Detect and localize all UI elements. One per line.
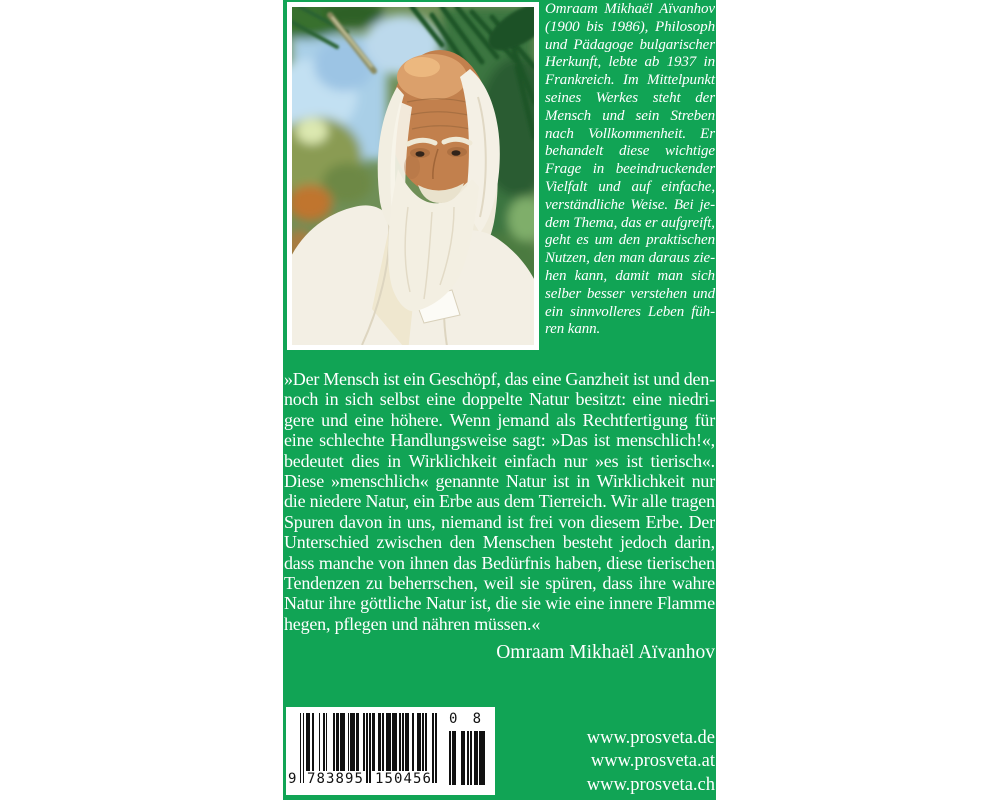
- barcode-addon-number: 0 8: [449, 711, 481, 727]
- barcode-bar: [358, 713, 359, 771]
- barcode-bar: [309, 713, 310, 771]
- text-line: Frage in beeindruckender: [545, 161, 715, 178]
- text-line: dass manche von ihnen das Bedürfnis haben, diese tierischen: [284, 552, 715, 573]
- barcode-bar: [326, 713, 327, 771]
- barcode-digit-group2: 1 5 0 4 5 6: [375, 771, 431, 787]
- barcode-bar: [408, 713, 409, 771]
- barcode-bar: [363, 713, 364, 771]
- quote-text: [284, 369, 715, 634]
- barcode-bar: [399, 713, 400, 771]
- barcode-bar: [353, 713, 354, 771]
- bio-text: [545, 1, 715, 339]
- text-line: »Der Mensch ist ein Geschöpf, das eine Ganzheit ist und den-: [284, 369, 715, 389]
- ean-barcode: [286, 707, 495, 795]
- barcode-bar: [373, 713, 374, 771]
- barcode-bar: [476, 731, 478, 785]
- text-line: seines Werkes steht der: [545, 89, 715, 106]
- text-line: verständliche Weise. Bei je-: [545, 196, 715, 213]
- portrait-photo: [292, 7, 534, 345]
- barcode-bar: [463, 731, 465, 785]
- text-line: geht es um den praktischen: [545, 232, 715, 249]
- text-line: Omraam Mikhaël Aïvanhov: [545, 1, 715, 17]
- barcode-bar: [333, 713, 334, 771]
- text-line: eine schlechte Handlungsweise sagt: »Das ist menschlich!«,: [284, 430, 715, 451]
- barcode-bar: [467, 731, 469, 785]
- text-line: Tendenzen zu beherrschen, weil sie spüren, dass ihre wahre: [284, 572, 715, 593]
- text-line: noch in sich selbst eine doppelte Natur besitzt: eine niedri-: [284, 389, 715, 410]
- barcode-addon-bars: [447, 731, 485, 785]
- website-url: www.prosveta.de: [586, 728, 715, 748]
- barcode-bar: [422, 713, 423, 771]
- text-line: ein sinnvolleres Leben füh-: [545, 303, 715, 320]
- barcode-bar: [313, 713, 314, 771]
- barcode-bar: [369, 713, 370, 783]
- text-line: behandelt diese wichtige: [545, 143, 715, 160]
- barcode-bar: [366, 713, 367, 783]
- barcode-bar: [337, 713, 338, 771]
- barcode-digit-prefix: 9: [288, 771, 297, 787]
- barcode-bar: [402, 713, 403, 771]
- photo-frame: [287, 2, 539, 350]
- text-line: gere und eine höhere. Wenn jemand als Rechtfertigung für: [284, 409, 715, 430]
- barcode-bar: [435, 713, 436, 783]
- barcode-bar: [432, 713, 433, 783]
- barcode-bar: [389, 713, 390, 771]
- barcode-bar: [303, 713, 304, 783]
- text-line: hegen, pflegen und nähren müssen.«: [284, 613, 541, 634]
- text-line: Unterschied zwischen den Menschen besteht jedoch darin,: [284, 532, 715, 553]
- text-line: Herkunft, lebte ab 1937 in: [545, 54, 715, 71]
- text-line: (1900 bis 1986), Philosoph: [545, 18, 715, 35]
- barcode-digit-group1: 7 8 3 8 9 5: [307, 771, 363, 787]
- text-line: selber besser verstehen und: [545, 285, 715, 302]
- publisher-websites: [587, 727, 715, 797]
- website-url: www.prosveta.ch: [586, 774, 715, 795]
- text-line: dem Thema, das er aufgreift,: [545, 214, 715, 231]
- website-url: www.prosveta.at: [590, 751, 715, 772]
- text-line: Nutzen, den man daraus zie-: [545, 250, 715, 267]
- barcode-bar: [420, 713, 421, 771]
- barcode-bar: [483, 731, 485, 785]
- barcode-bar: [470, 731, 472, 785]
- text-line: nach Vollkommenheit. Er: [545, 125, 715, 142]
- barcode-bar: [382, 713, 383, 771]
- text-line: die niedere Natur, ein Erbe aus dem Tierreich. Wir alle tragen: [284, 491, 715, 512]
- text-line: hen kann, damit man sich: [545, 267, 715, 284]
- book-back-cover: [283, 0, 716, 800]
- text-line: Frankreich. Im Mittelpunkt: [545, 72, 715, 89]
- text-line: Mensch und sein Streben: [545, 107, 715, 124]
- barcode-bar: [343, 713, 344, 771]
- barcode-bar: [300, 713, 301, 783]
- barcode-bar: [449, 731, 451, 785]
- text-line: und Pädagoge bulgarischer: [545, 36, 715, 53]
- barcode-bar: [425, 713, 426, 771]
- barcode-bar: [379, 713, 380, 771]
- text-line: Natur ihre göttliche Natur ist, die sie wie eine innere Flamme: [284, 593, 715, 614]
- barcode-bar: [395, 713, 396, 771]
- text-line: bedeutet dies in Wirklichkeit einfach nur »es ist tierisch«.: [284, 450, 715, 471]
- quote-attribution: Omraam Mikhaël Aïvanhov: [496, 642, 715, 663]
- barcode-bar: [412, 713, 413, 771]
- barcode-bar: [348, 713, 349, 771]
- barcode-bar: [454, 731, 456, 785]
- barcode-bar: [323, 713, 324, 771]
- text-line: Diese »menschlich« genannte Natur ist in Wirklichkeit nur: [284, 470, 715, 491]
- text-line: ren kann.: [545, 321, 601, 338]
- text-line: Spuren davon in uns, niemand ist frei von diesem Erbe. Der: [284, 511, 715, 532]
- text-line: Vielfalt und auf einfache,: [545, 178, 715, 195]
- barcode-bar: [319, 713, 320, 771]
